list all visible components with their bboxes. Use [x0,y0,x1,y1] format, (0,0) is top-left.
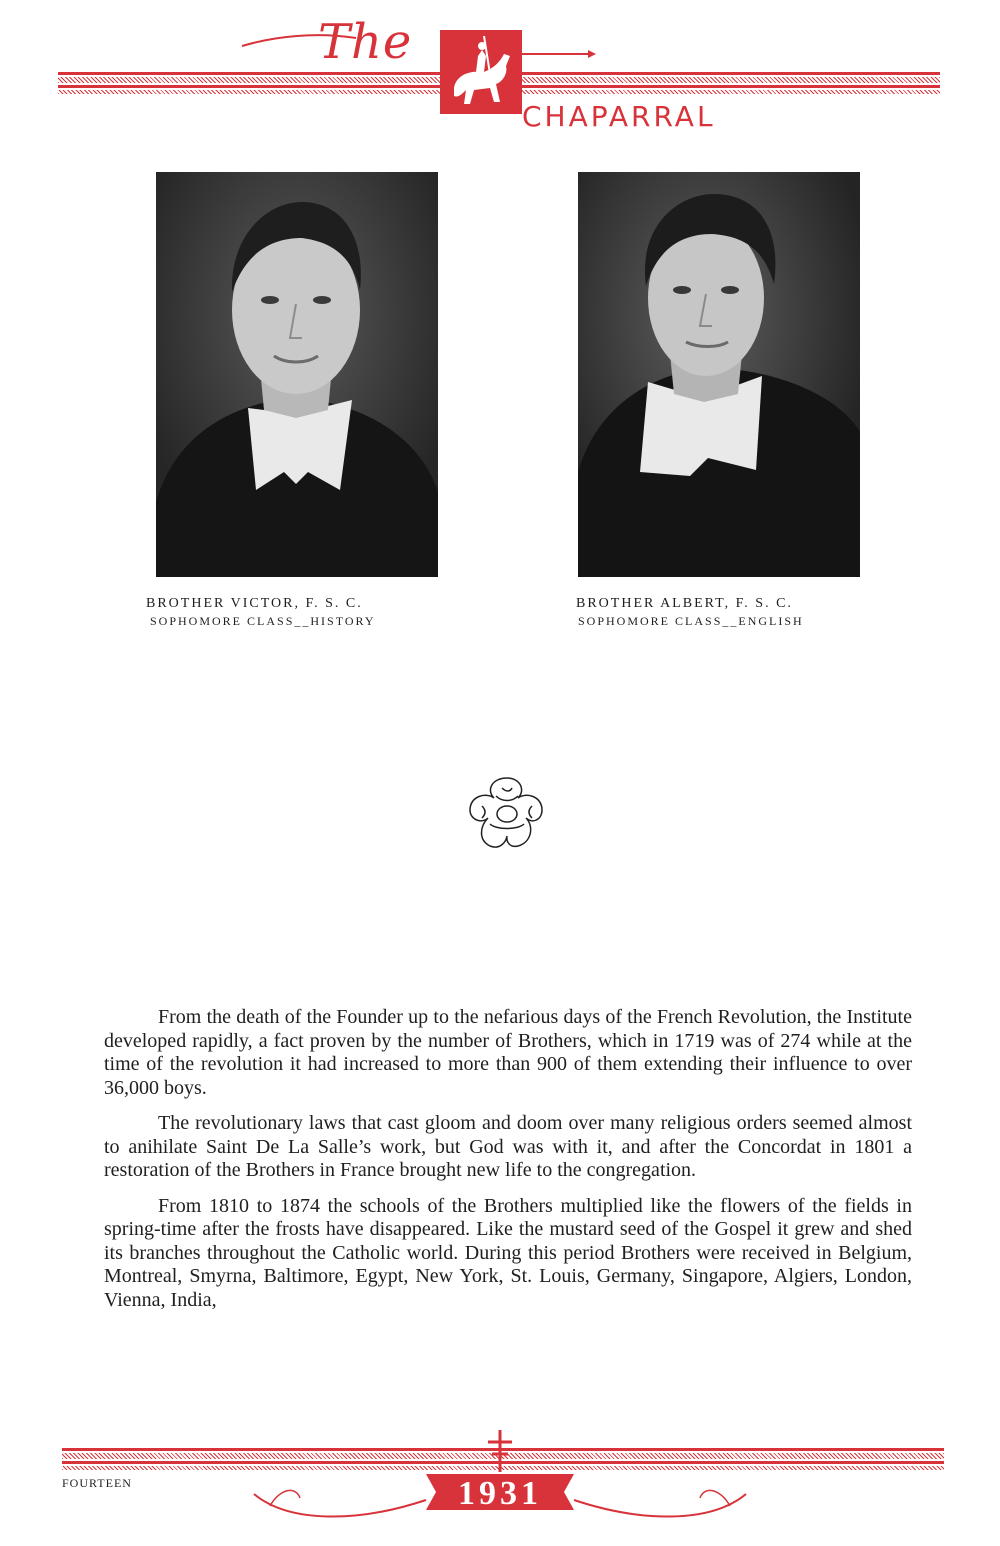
page-footer [0,1420,1000,1546]
body-paragraph: From 1810 to 1874 the schools of the Brothers multiplied like the flowers of the fields in spring-time after the frosts have disappeared. Like the mustard seed of the Gospel it grew and shed its branches throughout the Catholic world. During this period Brothers were received in Belgium, Montreal, Smyrna, Baltimore, Egypt, New York, St. Louis, Germany, Singapore, Algiers, London, Vienna, India, [104,1194,912,1311]
portrait-subtitle-victor: SOPHOMORE CLASS__HISTORY [150,614,376,628]
portrait-name-albert: BROTHER ALBERT, F. S. C. [576,596,793,611]
body-paragraph: From the death of the Founder up to the nefarious days of the French Revolution, the Institute developed rapidly, a fact proven by the number of Brothers, which in 1719 was of 274 while at the time of the revolution it had increased to more than 900 of them extending their influence to over 36,000 boys. [104,1006,912,1099]
body-paragraph: The revolutionary laws that cast gloom and doom over many religious orders seemed almost to anihilate Saint De La Salle’s work, but God was with it, and after the Concordat in 1801 a restoration of the Brothers in France brought new life to the congregation. [104,1112,912,1181]
page-number-label: FOURTEEN [62,1476,132,1490]
knight-on-horse-icon [440,30,522,114]
floral-monogram-icon [466,774,548,856]
page-header [0,0,1000,140]
title-main: CHAPARRAL [522,100,716,133]
portrait-subtitle-albert: SOPHOMORE CLASS__ENGLISH [578,614,804,628]
body-text [104,1006,912,1324]
portrait-photo-victor [156,172,438,577]
portrait-name-victor: BROTHER VICTOR, F. S. C. [146,596,363,611]
year-label: 1931 [458,1475,542,1512]
title-flourish [236,24,596,64]
year-banner [250,1428,750,1538]
portrait-photo-albert [578,172,860,577]
title-prefix: The [318,14,413,70]
